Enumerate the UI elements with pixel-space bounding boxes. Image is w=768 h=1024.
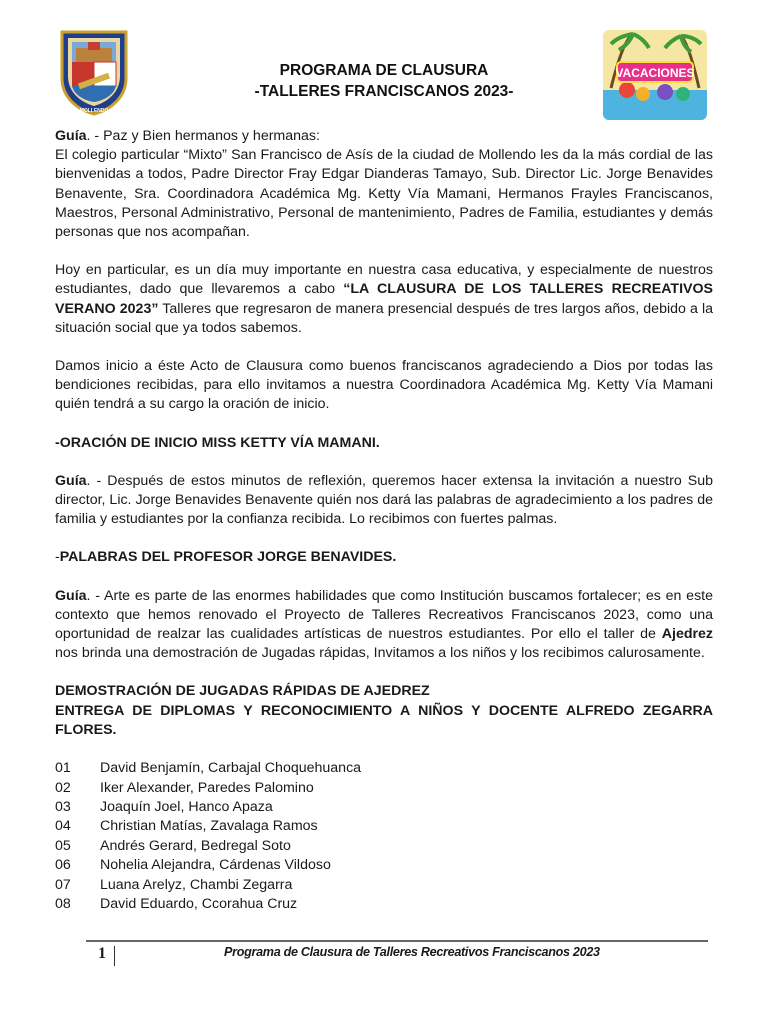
list-item xyxy=(55,856,713,875)
paragraph-welcome xyxy=(55,127,713,242)
heading-speech-text: PALABRAS DEL PROFESOR JORGE BENAVIDES. xyxy=(59,549,397,566)
list-item xyxy=(55,895,713,914)
student-number: 06 xyxy=(55,857,71,874)
vacaciones-text: VACACIONES xyxy=(615,66,695,80)
page-number: 1 xyxy=(98,945,106,962)
heading-speech xyxy=(55,548,713,567)
list-item xyxy=(55,778,713,797)
list-item xyxy=(55,875,713,894)
heading-chess-demo: DEMOSTRACIÓN DE JUGADAS RÁPIDAS DE AJEDREZ xyxy=(55,683,430,700)
guide-label: Guía xyxy=(55,587,87,604)
greeting-text: . - Paz y Bien hermanos y hermanas: xyxy=(86,128,320,144)
crest-text: MOLLENDO xyxy=(79,108,109,114)
chess-workshop-name: Ajedrez xyxy=(661,626,713,643)
heading-dash: - xyxy=(55,549,60,566)
student-number: 05 xyxy=(55,837,71,854)
student-name: David Benjamín, Carbajal Choquehuanca xyxy=(100,760,362,777)
title-line-1: PROGRAMA DE CLAUSURA xyxy=(279,62,489,79)
paragraph-chess xyxy=(55,587,713,664)
student-name: Nohelia Alejandra, Cárdenas Vildoso xyxy=(100,857,331,874)
student-number: 01 xyxy=(55,760,71,777)
invitation-text: . - Después de estos minutos de reflexión, queremos hacer extensa la invitación a nuestro Sub director, Lic. Jorge Benavides Benavente quién nos dará las palabras de agradecimiento a los padres de familia y estudiantes por la confianza recibida. Lo recibimos con fuertes palmas. xyxy=(55,472,713,528)
welcome-text: El colegio particular “Mixto” San Francisco de Asís de la ciudad de Mollendo les da la más cordial de las bienvenidas a todos, Padre Director Fray Edgar Dianderas Tamayo, Sub. Director Lic. Jorge Benavides Benavente, Sra. Coordinadora Académica Mg. Ketty Vía Mamani, Hermanos Frayles Franciscanos, Maestros, Personal Administrativo, Personal de mantenimiento, Padres de Familia, estudiantes y demás personas que nos acompañan. xyxy=(55,147,713,241)
footer-divider xyxy=(86,940,708,942)
list-item xyxy=(55,837,713,856)
list-item xyxy=(55,817,713,836)
heading-diplomas: ENTREGA DE DIPLOMAS Y RECONOCIMIENTO A NIÑOS Y DOCENTE ALFREDO ZEGARRA FLORES. xyxy=(55,702,713,738)
student-number: 07 xyxy=(55,876,71,893)
student-name: David Eduardo, Ccorahua Cruz xyxy=(100,895,298,912)
paragraph-opening: Damos inicio a éste Acto de Clausura como buenos franciscanos agradeciendo a Dios por todas las bendiciones recibidas, para ello invitamos a nuestra Coordinadora Académica Mg. Ketty Vía Mamani quién tendrá a su cargo la oración de inicio. xyxy=(55,358,713,413)
intro-event-name: “LA CLAUSURA DE LOS TALLERES RECREATIVOS VERANO 2023” xyxy=(55,281,713,317)
chess-text-b: nos brinda una demostración de Jugadas rápidas, Invitamos a los niños y los recibimos calurosamente. xyxy=(55,645,705,662)
student-name: Andrés Gerard, Bedregal Soto xyxy=(100,837,291,854)
document-title xyxy=(140,60,628,102)
chess-text-a: . - Arte es parte de las enormes habilidades que como Institución buscamos fortalecer; es en este contexto que hemos renovado el Proyecto de Talleres Recreativos Franciscanos 2023, como una oportunidad de realzar las cualidades artísticas de nuestros estudiantes. Por ello el taller de xyxy=(55,587,713,643)
footer-text: Programa de Clausura de Talleres Recreativos Franciscanos 2023 xyxy=(224,945,600,959)
student-number: 04 xyxy=(55,818,71,835)
school-crest-logo xyxy=(58,28,130,116)
student-list xyxy=(55,759,713,914)
student-number: 08 xyxy=(55,895,71,912)
student-number: 02 xyxy=(55,779,71,796)
paragraph-intro xyxy=(55,261,713,338)
paragraph-invitation xyxy=(55,472,713,530)
guide-label: Guía xyxy=(55,472,87,489)
list-item xyxy=(55,798,713,817)
student-number: 03 xyxy=(55,798,71,815)
list-item xyxy=(55,759,713,778)
page-number-separator xyxy=(114,946,115,966)
guide-label: Guía xyxy=(55,128,87,144)
heading-opening-prayer: -ORACIÓN DE INICIO MISS KETTY VÍA MAMANI. xyxy=(55,434,380,451)
student-name: Christian Matías, Zavalaga Ramos xyxy=(100,818,318,835)
intro-text-b: Talleres que regresaron de manera presencial después de tres largos años, debido a la situación social que ya todos sabemos. xyxy=(55,300,713,336)
title-line-2: -TALLERES FRANCISCANOS 2023- xyxy=(254,83,514,100)
intro-text-a: Hoy en particular, es un día muy importante en nuestra casa educativa, y especialmente de nuestros estudiantes, dado que llevaremos a cabo xyxy=(55,262,713,298)
document-body xyxy=(55,127,713,914)
student-name: Luana Arelyz, Chambi Zegarra xyxy=(100,876,293,893)
student-name: Joaquín Joel, Hanco Apaza xyxy=(100,798,273,815)
student-name: Iker Alexander, Paredes Palomino xyxy=(100,779,314,796)
vacaciones-logo xyxy=(603,30,707,120)
